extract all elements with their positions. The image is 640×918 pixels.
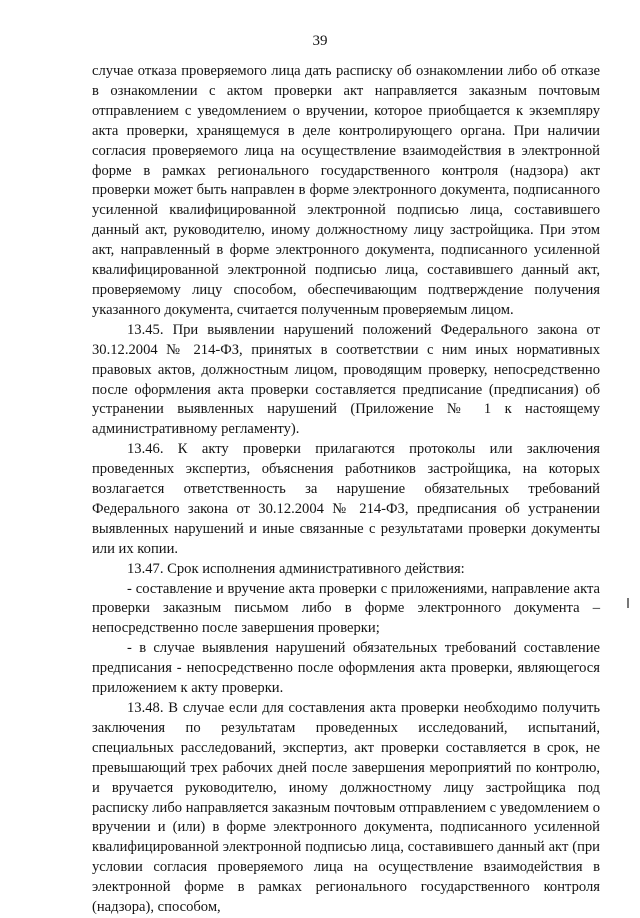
paragraph-13-46: 13.46. К акту проверки прилагаются протоколы или заключения проведенных экспертиз, объяснения работников застройщика, на которых возлагается ответственность за нарушение обязательных требований Федерального закона от 30.12.2004 № 214-ФЗ, предписания об устранении выявленных нарушений и иные связанные с результатами проверки документы или их копии. — [92, 441, 600, 557]
paragraph-continuation: случае отказа проверяемого лица дать расписку об ознакомлении либо об отказе в ознакомлении с актом проверки акт направляется заказным почтовым отправлением с уведомлением о вручении, которое приобщается к экземпляру акта проверки, хранящемуся в деле контролирующего органа. При наличии согласия проверяемого лица на осуществление взаимодействия в электронной форме в рамках регионального государственного контроля (надзора) акт проверки может быть направлен в форме электронного документа, подписанного усиленной квалифицированной электронной подписью лица, составившего данный акт, руководителю, иному должностному лицу застройщика. При этом акт, направленный в форме электронного документа, подписанного усиленной квалифицированной электронной подписью лица, составившего данный акт, проверяемому лицу способом, обеспечивающим подтверждение получения указанного документа, считается полученным проверяемым лицом. — [92, 63, 600, 318]
scan-margin-mark — [627, 598, 629, 608]
paragraph-13-47: 13.47. Срок исполнения административного действия: — [127, 560, 465, 577]
document-body — [92, 62, 600, 918]
page-number: 39 — [312, 33, 328, 49]
list-item-prescription: - в случае выявления нарушений обязательных требований составление предписания - непосредственно после оформления акта проверки, являющегося приложением к акту проверки. — [92, 640, 600, 697]
paragraph-13-48: 13.48. В случае если для составления акта проверки необходимо получить заключения по результатам проведенных исследований, испытаний, специальных расследований, экспертиз, акт проверки составляется в срок, не превышающий трех рабочих дней после завершения мероприятий по контролю, и вручается руководителю, иному должностному лицу застройщика под расписку либо направляется заказным почтовым отправлением с уведомлением о вручении и (или) в форме электронного документа, подписанного усиленной квалифицированной электронной подписью лица, составившего данный акт (при условии согласия проверяемого лица на осуществление взаимодействия в электронной форме в рамках регионального государственного контроля (надзора), способом, — [92, 700, 600, 916]
paragraph-13-45: 13.45. При выявлении нарушений положений Федерального закона от 30.12.2004 № 214-ФЗ, принятых в соответствии с ним иных нормативных правовых актов, должностным лицом, проводящим проверку, непосредственно после оформления акта проверки составляется предписание (предписания) об устранении выявленных нарушений (Приложение № 1 к настоящему административному регламенту). — [92, 321, 600, 438]
list-item-act-delivery: - составление и вручение акта проверки с приложениями, направление акта проверки заказным письмом либо в форме электронного документа – непосредственно после завершения проверки; — [92, 580, 600, 637]
